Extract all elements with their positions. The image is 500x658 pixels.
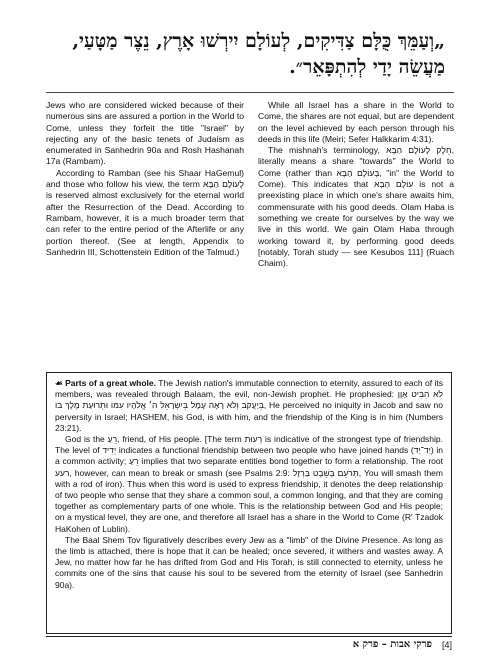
notes-content [55,378,443,591]
left-paragraph-1: Jews who are considered wicked because of their numerous sins are assured a portion in the World to Come, unless they forfeit the title "Israel" by rejecting any of the basic tenets of Judaism as enumerated in Sanhedrin 90a and Rosh Hashanah 17a (Rambam). [46,100,244,167]
fleuron-icon: ☙ [55,378,63,388]
notes-paragraph-2: God is the רֵעַ, friend, of His people. [The term רְעוּת is indicative of the strongest type of friendship. The level of יְדִיד indicates a functional friendship between two people who have joined hands (יַד־יַד) in a common activity; רֵעַ implies that two separate entities bond together to form a relationship. The root רעע, however, can mean to break or smash (see Psalms 2:9: תְּרֹעֵם בְּשֵׁבֶט בַּרְזֶל, You will smash them with a rod of iron). Thus when this word is used to express friendship, it denotes the deep relationship of two people who sense that they share a common soul, a common longing, and that they are coming together as complementary parts of one whole. This is the relationship between God and His people; on a mystical level, they are one, and therefore all Israel has a share in the World to Come (R' Tzadok HaKohen of Lublin). [55,434,444,534]
notes-heading: Parts of a great whole. [65,378,157,388]
verse-line-1: „וְעַמֵּךְ כֻּלָּם צַדִּיקִים, לְעוֹלָם יִירְשׁוּ אָרֶץ, נֵצֶר מַטָּעַי, [72,30,445,52]
running-head: פרקי אבות – פרק א [352,639,432,650]
left-paragraph-2: According to Ramban (see his Shaar HaGemul) and those who follow his view, the term לָעוֹלָם הַבָּא is reserved almost exclusively for the eternal world after the Resurrection of the Dead. According to Rambam, however, it is a much broader term that can refer to the entire period of the Afterlife or any portion thereof. (See at length, Appendix to Sanhedrin III, Schottenstein Edition of the Talmud.) [46,167,244,257]
notes-box [46,372,452,634]
left-column [46,100,244,258]
hebrew-verse [60,28,445,80]
right-paragraph-1: While all Israel has a share in the World to Come, the shares are not equal, but are dependent on the level achieved by each person through his deeds in this life (Meiri; Sefer Halkkarim 4:31). [258,100,454,144]
divider-rule [46,92,454,93]
notes-paragraph-1 [55,378,443,434]
verse-line-2: מַעֲשֵׂה יָדַי לְהִתְפָּאֵר״. [289,56,445,78]
footer-rule [46,636,452,637]
right-column [258,100,454,269]
page-number: [4] [441,640,452,650]
right-paragraph-2: The mishnah's terminology, חֵלֶק לָעוֹלָם הַבָּא, literally means a share "towards" the World to Come (rather than בָּעוֹלָם הַבָּא, "in" the World to Come). This indicates that עוֹלָם הַבָּא is not a preexisting place in which one's share awaits him, commensurate with his good deeds. Olam Haba is something we create for ourselves by the way we live in this world. We gain Olam Haba through working toward it, by performing good deeds [notably, Torah study — see Kesubos 111] (Ruach Chaim). [258,145,455,269]
notes-paragraph-1-text: The Jewish nation's immutable connection to eternity, assured to each of its members, was revealed through Balaam, the evil, non-Jewish prophet. He prophesied: לֹא הִבִּיט אָוֶן בְּיַעֲקֹב וְלֹא רָאָה עָמָל בְּיִשְׂרָאֵל ה׳ אֱלֹהָיו עִמּוֹ וּתְרוּעַת מֶלֶךְ בּוֹ, He perceived no iniquity in Jacob and saw no perversity in Israel; HASHEM, his God, is with him, and the friendship of the King is in him (Numbers 23:21). [55,378,443,433]
notes-paragraph-3: The Baal Shem Tov figuratively describes every Jew as a "limb" of the Divine Presence. As long as the limb is attached, there is hope that it can be healed; once severed, it withers and wastes away. A Jew, no matter how far he has drifted from God and His Torah, is still connected to eternity, unless he commits one of the sins that cause his soul to be severed from the eternity of Israel (see Sanhedrin 90a). [55,534,443,590]
